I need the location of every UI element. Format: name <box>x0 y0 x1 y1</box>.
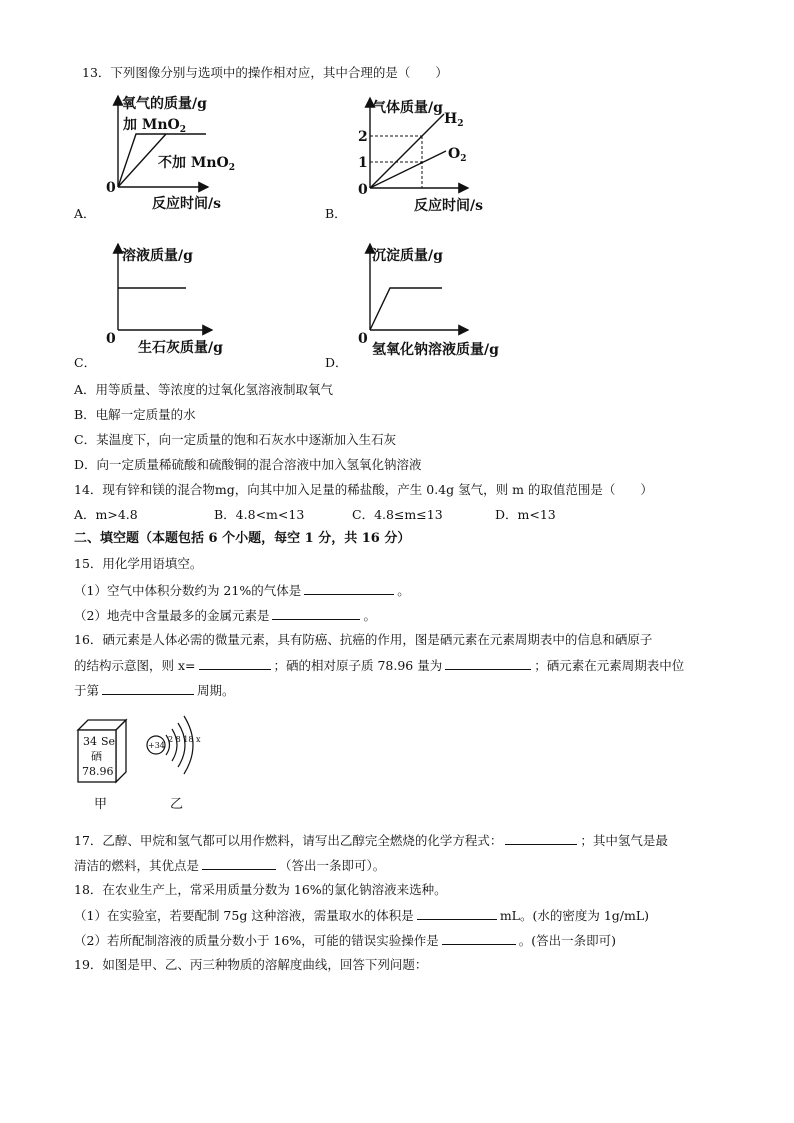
chart-c-ylabel: 溶液质量/g <box>122 248 193 264</box>
q15-part2-text: （2）地壳中含量最多的金属元素是 <box>74 608 270 623</box>
selenium-figures <box>74 708 214 814</box>
q16-blank-period[interactable] <box>102 682 194 695</box>
chart-d-ylabel: 沉淀质量/g <box>372 248 443 264</box>
chart-b <box>352 96 512 221</box>
q18-part1b: mL。(水的密度为 1g/mL) <box>499 908 650 923</box>
shell-electrons: 2 8 18 x <box>168 735 201 744</box>
q16-line2a: 的结构示意图，则 x= <box>74 658 196 673</box>
q16-line3 <box>74 682 235 699</box>
element-symbol: Se <box>101 735 116 748</box>
chart-d-letter: D． <box>325 355 348 370</box>
chart-a-origin: 0 <box>106 180 116 196</box>
q14-stem: 14．现有锌和镁的混合物mg，向其中加入足量的稀盐酸，产生 0.4g 氢气，则 m 的取值范围是（ ） <box>74 482 653 497</box>
chart-c-xlabel: 生石灰质量/g <box>138 340 223 356</box>
chart-c-origin: 0 <box>106 331 116 347</box>
q17-line2a: 清洁的燃料，其优点是 <box>74 858 200 873</box>
shell-2 <box>172 729 177 761</box>
q18-part2b: 。(答出一条即可) <box>518 933 616 948</box>
q16-blank-x[interactable] <box>199 657 271 670</box>
q19-stem: 19．如图是甲、乙、丙三种物质的溶解度曲线，回答下列问题： <box>74 957 428 972</box>
q18-part1a: （1）在实验室，若要配制 75g 这种溶液，需量取水的体积是 <box>74 908 414 923</box>
chart-b-label-o2: $O_2$ <box>448 146 467 164</box>
chart-c <box>100 242 250 362</box>
chart-b-origin: 0 <box>358 182 368 198</box>
q13-option-a: A．用等质量、等浓度的过氧化氢溶液制取氧气 <box>74 382 334 397</box>
q17-blank-equation[interactable] <box>505 832 577 845</box>
q14-option-d: D．m<13 <box>495 507 556 522</box>
q13-option-d: D．向一定质量稀硫酸和硫酸铜的混合溶液中加入氢氧化钠溶液 <box>74 457 422 472</box>
chart-b-tick-2: 2 <box>358 129 368 145</box>
q15-part1-text: （1）空气中体积分数约为 21%的气体是 <box>74 583 302 598</box>
section-2-heading: 二、填空题（本题包括 6 个小题，每空 1 分，共 16 分） <box>74 531 411 546</box>
chart-a-label-without: 不加 MnO$_2$ <box>158 155 236 173</box>
chart-b-line-h2 <box>370 114 444 188</box>
q14-option-b: B．4.8<m<13 <box>214 507 305 522</box>
label-jia: 甲 <box>94 797 108 812</box>
q15-part2 <box>74 607 376 624</box>
q18-part2 <box>74 932 616 949</box>
element-number: 34 <box>83 735 97 748</box>
q16-line3b: 周期。 <box>197 683 235 698</box>
q18-stem: 18．在农业生产上，常采用质量分数为 16%的氯化钠溶液来选种。 <box>74 882 447 897</box>
q18-blank-volume[interactable] <box>417 907 497 920</box>
q15-part2-end: 。 <box>363 608 376 623</box>
q17-line2b: （答出一条即可）。 <box>279 858 386 873</box>
chart-a-letter: A． <box>74 206 96 221</box>
q17-line1 <box>74 832 668 849</box>
chart-d-curve <box>370 288 442 330</box>
q13-stem: 13．下列图像分别与选项中的操作相对应，其中合理的是（ ） <box>82 65 448 80</box>
q16-line1: 16．硒元素是人体必需的微量元素，具有防癌、抗癌的作用，图是硒元素在元素周期表中的信息和硒原子 <box>74 632 653 647</box>
q13-option-c: C．某温度下，向一定质量的饱和石灰水中逐渐加入生石灰 <box>74 432 397 447</box>
element-cell-side <box>116 720 126 782</box>
element-mass: 78.96 <box>82 765 114 778</box>
chart-a-xlabel: 反应时间/s <box>152 196 221 212</box>
q15-part1-end: 。 <box>397 583 410 598</box>
chart-d-origin: 0 <box>358 331 368 347</box>
nucleus-charge: +34 <box>148 741 165 750</box>
label-yi: 乙 <box>170 797 184 812</box>
q15-blank-2[interactable] <box>272 607 360 620</box>
chart-d-xlabel: 氢氧化钠溶液质量/g <box>372 342 499 358</box>
chart-a <box>100 92 250 217</box>
q17-blank-advantage[interactable] <box>202 857 276 870</box>
q18-part1 <box>74 907 649 924</box>
chart-b-tick-1: 1 <box>358 155 368 171</box>
q17-line1b: ；其中氢气是最 <box>580 833 668 848</box>
shell-3 <box>178 723 185 767</box>
chart-a-ylabel: 氧气的质量/g <box>122 96 207 112</box>
q15-stem: 15．用化学用语填空。 <box>74 556 203 571</box>
chart-b-label-h2: $H_2$ <box>444 111 464 129</box>
q15-part1 <box>74 582 410 599</box>
q17-line2 <box>74 857 385 874</box>
chart-d <box>352 242 522 362</box>
q16-line3a: 于第 <box>74 683 100 698</box>
q16-line2c: ；硒元素在元素周期表中位 <box>534 658 685 673</box>
element-name: 硒 <box>91 750 102 763</box>
chart-c-letter: C． <box>74 355 97 370</box>
q18-part2a: （2）若所配制溶液的质量分数小于 16%，可能的错误实验操作是 <box>74 933 439 948</box>
q16-blank-mass[interactable] <box>445 657 531 670</box>
q16-line2 <box>74 657 684 674</box>
q13-option-b: B．电解一定质量的水 <box>74 407 196 422</box>
chart-a-label-with: 加 MnO$_2$ <box>123 117 187 135</box>
q17-line1a: 17．乙醇、甲烷和氢气都可以用作燃料，请写出乙醇完全燃烧的化学方程式： <box>74 833 503 848</box>
chart-b-xlabel: 反应时间/s <box>414 198 483 214</box>
chart-b-letter: B． <box>325 206 347 221</box>
q18-blank-error[interactable] <box>442 932 516 945</box>
q15-blank-1[interactable] <box>304 582 394 595</box>
q16-line2b: ；硒的相对原子质 78.96 量为 <box>273 658 443 673</box>
chart-b-line-o2 <box>370 151 446 188</box>
q14-option-a: A．m>4.8 <box>74 507 138 522</box>
chart-b-ylabel: 气体质量/g <box>372 100 443 116</box>
q14-option-c: C．4.8≤m≤13 <box>352 507 443 522</box>
